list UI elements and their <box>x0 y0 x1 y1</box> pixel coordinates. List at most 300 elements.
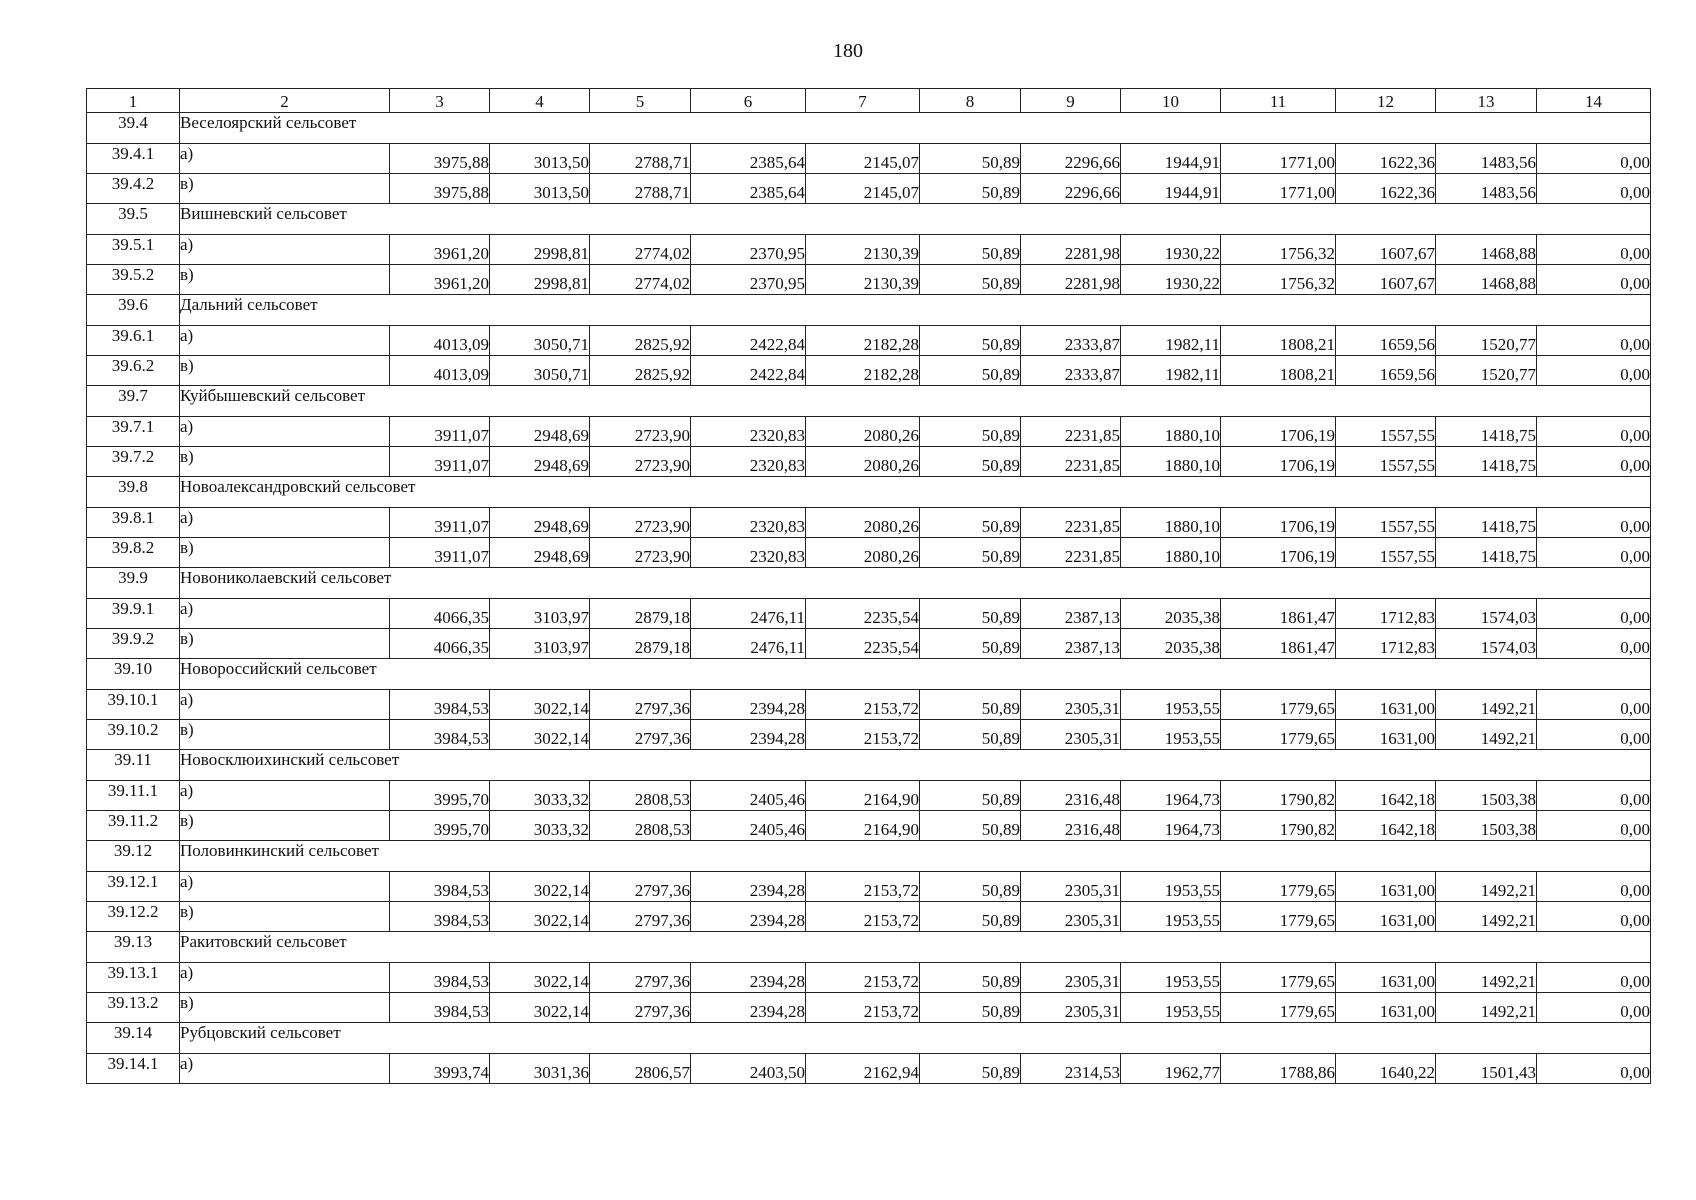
value-cell: 2394,28 <box>691 872 806 902</box>
settlement-name: Куйбышевский сельсовет <box>180 386 1651 417</box>
value-cell: 2333,87 <box>1021 326 1121 356</box>
value-cell: 2305,31 <box>1021 872 1121 902</box>
value-cell: 3961,20 <box>390 235 490 265</box>
table-row <box>87 235 1651 265</box>
value-cell: 50,89 <box>920 508 1021 538</box>
column-number-header: 8 <box>920 89 1021 113</box>
value-cell: 1779,65 <box>1221 993 1336 1023</box>
row-variant: а) <box>180 872 390 902</box>
value-cell: 4066,35 <box>390 629 490 659</box>
value-cell: 1557,55 <box>1336 538 1436 568</box>
value-cell: 2035,38 <box>1121 629 1221 659</box>
value-cell: 1631,00 <box>1336 720 1436 750</box>
value-cell: 2316,48 <box>1021 811 1121 841</box>
value-cell: 2403,50 <box>691 1054 806 1084</box>
value-cell: 1640,22 <box>1336 1054 1436 1084</box>
value-cell: 0,00 <box>1537 690 1651 720</box>
row-code: 39.11.1 <box>87 781 180 811</box>
value-cell: 3975,88 <box>390 144 490 174</box>
value-cell: 1944,91 <box>1121 174 1221 204</box>
value-cell: 4013,09 <box>390 326 490 356</box>
value-cell: 1503,38 <box>1436 781 1537 811</box>
value-cell: 1788,86 <box>1221 1054 1336 1084</box>
row-code: 39.12.2 <box>87 902 180 932</box>
value-cell: 2080,26 <box>806 508 920 538</box>
value-cell: 1503,38 <box>1436 811 1537 841</box>
value-cell: 1861,47 <box>1221 599 1336 629</box>
value-cell: 0,00 <box>1537 144 1651 174</box>
column-number-header: 10 <box>1121 89 1221 113</box>
value-cell: 50,89 <box>920 902 1021 932</box>
row-code: 39.9.1 <box>87 599 180 629</box>
value-cell: 0,00 <box>1537 993 1651 1023</box>
value-cell: 1631,00 <box>1336 902 1436 932</box>
value-cell: 1953,55 <box>1121 872 1221 902</box>
value-cell: 1659,56 <box>1336 326 1436 356</box>
value-cell: 2320,83 <box>691 538 806 568</box>
value-cell: 50,89 <box>920 417 1021 447</box>
column-number-header: 11 <box>1221 89 1336 113</box>
table-row <box>87 265 1651 295</box>
value-cell: 2405,46 <box>691 781 806 811</box>
value-cell: 0,00 <box>1537 235 1651 265</box>
column-number-header: 4 <box>490 89 590 113</box>
table-row <box>87 417 1651 447</box>
value-cell: 2723,90 <box>590 417 691 447</box>
row-variant: а) <box>180 508 390 538</box>
section-row <box>87 932 1651 963</box>
value-cell: 0,00 <box>1537 538 1651 568</box>
value-cell: 2394,28 <box>691 902 806 932</box>
row-code: 39.13.2 <box>87 993 180 1023</box>
settlement-name: Ракитовский сельсовет <box>180 932 1651 963</box>
value-cell: 50,89 <box>920 265 1021 295</box>
value-cell: 2080,26 <box>806 417 920 447</box>
value-cell: 3975,88 <box>390 174 490 204</box>
row-code: 39.4 <box>87 113 180 144</box>
value-cell: 0,00 <box>1537 447 1651 477</box>
row-variant: в) <box>180 629 390 659</box>
table-row <box>87 993 1651 1023</box>
value-cell: 1418,75 <box>1436 538 1537 568</box>
table-row <box>87 963 1651 993</box>
column-number-header: 2 <box>180 89 390 113</box>
settlement-name: Рубцовский сельсовет <box>180 1023 1651 1054</box>
value-cell: 2153,72 <box>806 690 920 720</box>
settlement-name: Дальний сельсовет <box>180 295 1651 326</box>
value-cell: 1631,00 <box>1336 872 1436 902</box>
table-row <box>87 508 1651 538</box>
row-code: 39.8.2 <box>87 538 180 568</box>
value-cell: 2305,31 <box>1021 993 1121 1023</box>
row-code: 39.9 <box>87 568 180 599</box>
section-row <box>87 386 1651 417</box>
value-cell: 2145,07 <box>806 174 920 204</box>
value-cell: 1712,83 <box>1336 599 1436 629</box>
column-number-header: 5 <box>590 89 691 113</box>
value-cell: 50,89 <box>920 781 1021 811</box>
value-cell: 2723,90 <box>590 538 691 568</box>
value-cell: 2788,71 <box>590 174 691 204</box>
row-variant: в) <box>180 174 390 204</box>
value-cell: 50,89 <box>920 356 1021 386</box>
value-cell: 2231,85 <box>1021 508 1121 538</box>
value-cell: 2797,36 <box>590 902 691 932</box>
value-cell: 2145,07 <box>806 144 920 174</box>
row-code: 39.11 <box>87 750 180 781</box>
value-cell: 50,89 <box>920 599 1021 629</box>
settlement-name: Новороссийский сельсовет <box>180 659 1651 690</box>
value-cell: 1631,00 <box>1336 690 1436 720</box>
value-cell: 1880,10 <box>1121 538 1221 568</box>
section-row <box>87 113 1651 144</box>
settlement-name: Вишневский сельсовет <box>180 204 1651 235</box>
row-variant: в) <box>180 811 390 841</box>
value-cell: 1418,75 <box>1436 417 1537 447</box>
table-row <box>87 720 1651 750</box>
value-cell: 3984,53 <box>390 963 490 993</box>
column-number-header: 3 <box>390 89 490 113</box>
value-cell: 2808,53 <box>590 811 691 841</box>
value-cell: 0,00 <box>1537 1054 1651 1084</box>
value-cell: 2235,54 <box>806 599 920 629</box>
value-cell: 3022,14 <box>490 720 590 750</box>
value-cell: 1574,03 <box>1436 629 1537 659</box>
value-cell: 1756,32 <box>1221 235 1336 265</box>
value-cell: 1607,67 <box>1336 265 1436 295</box>
column-number-header: 7 <box>806 89 920 113</box>
value-cell: 2825,92 <box>590 356 691 386</box>
value-cell: 2808,53 <box>590 781 691 811</box>
value-cell: 2182,28 <box>806 326 920 356</box>
value-cell: 2723,90 <box>590 447 691 477</box>
value-cell: 2153,72 <box>806 993 920 1023</box>
section-row <box>87 295 1651 326</box>
section-row <box>87 204 1651 235</box>
value-cell: 3984,53 <box>390 872 490 902</box>
value-cell: 1557,55 <box>1336 417 1436 447</box>
value-cell: 3022,14 <box>490 963 590 993</box>
value-cell: 0,00 <box>1537 326 1651 356</box>
value-cell: 2182,28 <box>806 356 920 386</box>
table-row <box>87 174 1651 204</box>
row-variant: в) <box>180 902 390 932</box>
section-row <box>87 477 1651 508</box>
table-row <box>87 872 1651 902</box>
value-cell: 2723,90 <box>590 508 691 538</box>
value-cell: 1622,36 <box>1336 174 1436 204</box>
section-row <box>87 750 1651 781</box>
value-cell: 50,89 <box>920 811 1021 841</box>
value-cell: 2320,83 <box>691 447 806 477</box>
value-cell: 1756,32 <box>1221 265 1336 295</box>
value-cell: 1880,10 <box>1121 417 1221 447</box>
table-row <box>87 781 1651 811</box>
row-code: 39.6.1 <box>87 326 180 356</box>
row-code: 39.8.1 <box>87 508 180 538</box>
row-code: 39.4.2 <box>87 174 180 204</box>
value-cell: 1483,56 <box>1436 144 1537 174</box>
value-cell: 1557,55 <box>1336 447 1436 477</box>
value-cell: 2153,72 <box>806 720 920 750</box>
value-cell: 3050,71 <box>490 326 590 356</box>
value-cell: 50,89 <box>920 690 1021 720</box>
value-cell: 2320,83 <box>691 417 806 447</box>
row-variant: а) <box>180 963 390 993</box>
page-number: 180 <box>833 40 863 62</box>
value-cell: 3911,07 <box>390 417 490 447</box>
value-cell: 1622,36 <box>1336 144 1436 174</box>
value-cell: 0,00 <box>1537 963 1651 993</box>
value-cell: 2162,94 <box>806 1054 920 1084</box>
value-cell: 1944,91 <box>1121 144 1221 174</box>
table-row <box>87 599 1651 629</box>
value-cell: 1779,65 <box>1221 720 1336 750</box>
row-code: 39.5 <box>87 204 180 235</box>
value-cell: 50,89 <box>920 538 1021 568</box>
row-code: 39.7.2 <box>87 447 180 477</box>
value-cell: 1483,56 <box>1436 174 1537 204</box>
value-cell: 1771,00 <box>1221 174 1336 204</box>
value-cell: 1706,19 <box>1221 538 1336 568</box>
value-cell: 2797,36 <box>590 963 691 993</box>
table-row <box>87 690 1651 720</box>
settlement-name: Новоалександровский сельсовет <box>180 477 1651 508</box>
value-cell: 2879,18 <box>590 629 691 659</box>
settlement-name: Новониколаевский сельсовет <box>180 568 1651 599</box>
row-variant: в) <box>180 720 390 750</box>
value-cell: 1501,43 <box>1436 1054 1537 1084</box>
row-variant: а) <box>180 235 390 265</box>
value-cell: 3033,32 <box>490 781 590 811</box>
row-code: 39.4.1 <box>87 144 180 174</box>
value-cell: 2320,83 <box>691 508 806 538</box>
value-cell: 1964,73 <box>1121 781 1221 811</box>
value-cell: 3022,14 <box>490 993 590 1023</box>
tariff-table <box>86 88 1651 1084</box>
value-cell: 1659,56 <box>1336 356 1436 386</box>
value-cell: 1962,77 <box>1121 1054 1221 1084</box>
section-row <box>87 659 1651 690</box>
value-cell: 2370,95 <box>691 235 806 265</box>
value-cell: 1492,21 <box>1436 690 1537 720</box>
value-cell: 1779,65 <box>1221 872 1336 902</box>
row-code: 39.6 <box>87 295 180 326</box>
value-cell: 3103,97 <box>490 629 590 659</box>
value-cell: 1520,77 <box>1436 326 1537 356</box>
row-variant: а) <box>180 326 390 356</box>
column-number-header: 14 <box>1537 89 1651 113</box>
value-cell: 3984,53 <box>390 993 490 1023</box>
column-number-header: 13 <box>1436 89 1537 113</box>
row-code: 39.9.2 <box>87 629 180 659</box>
value-cell: 1953,55 <box>1121 902 1221 932</box>
value-cell: 0,00 <box>1537 781 1651 811</box>
row-variant: в) <box>180 993 390 1023</box>
value-cell: 3013,50 <box>490 174 590 204</box>
row-code: 39.7 <box>87 386 180 417</box>
value-cell: 2385,64 <box>691 144 806 174</box>
value-cell: 50,89 <box>920 872 1021 902</box>
value-cell: 3911,07 <box>390 447 490 477</box>
value-cell: 3995,70 <box>390 811 490 841</box>
value-cell: 50,89 <box>920 963 1021 993</box>
value-cell: 2231,85 <box>1021 538 1121 568</box>
row-code: 39.10.1 <box>87 690 180 720</box>
value-cell: 1468,88 <box>1436 235 1537 265</box>
row-code: 39.5.1 <box>87 235 180 265</box>
value-cell: 1779,65 <box>1221 963 1336 993</box>
value-cell: 2797,36 <box>590 720 691 750</box>
row-variant: а) <box>180 1054 390 1084</box>
row-code: 39.8 <box>87 477 180 508</box>
value-cell: 0,00 <box>1537 599 1651 629</box>
value-cell: 2825,92 <box>590 326 691 356</box>
value-cell: 2153,72 <box>806 963 920 993</box>
value-cell: 2370,95 <box>691 265 806 295</box>
value-cell: 2305,31 <box>1021 902 1121 932</box>
value-cell: 2394,28 <box>691 720 806 750</box>
value-cell: 2948,69 <box>490 447 590 477</box>
value-cell: 1642,18 <box>1336 781 1436 811</box>
value-cell: 3995,70 <box>390 781 490 811</box>
value-cell: 50,89 <box>920 1054 1021 1084</box>
value-cell: 1808,21 <box>1221 326 1336 356</box>
value-cell: 3984,53 <box>390 720 490 750</box>
value-cell: 2281,98 <box>1021 265 1121 295</box>
value-cell: 2231,85 <box>1021 447 1121 477</box>
value-cell: 0,00 <box>1537 174 1651 204</box>
value-cell: 50,89 <box>920 326 1021 356</box>
value-cell: 1982,11 <box>1121 356 1221 386</box>
value-cell: 0,00 <box>1537 902 1651 932</box>
value-cell: 2333,87 <box>1021 356 1121 386</box>
table-row <box>87 538 1651 568</box>
row-variant: в) <box>180 356 390 386</box>
value-cell: 2774,02 <box>590 265 691 295</box>
value-cell: 2476,11 <box>691 599 806 629</box>
value-cell: 2394,28 <box>691 993 806 1023</box>
value-cell: 3103,97 <box>490 599 590 629</box>
row-code: 39.14 <box>87 1023 180 1054</box>
table-row <box>87 902 1651 932</box>
value-cell: 1492,21 <box>1436 963 1537 993</box>
value-cell: 1930,22 <box>1121 235 1221 265</box>
value-cell: 50,89 <box>920 447 1021 477</box>
value-cell: 3022,14 <box>490 690 590 720</box>
value-cell: 1418,75 <box>1436 508 1537 538</box>
table-row <box>87 144 1651 174</box>
value-cell: 1492,21 <box>1436 902 1537 932</box>
value-cell: 1930,22 <box>1121 265 1221 295</box>
value-cell: 2797,36 <box>590 872 691 902</box>
value-cell: 50,89 <box>920 144 1021 174</box>
value-cell: 3911,07 <box>390 508 490 538</box>
column-number-header: 6 <box>691 89 806 113</box>
value-cell: 3050,71 <box>490 356 590 386</box>
value-cell: 1779,65 <box>1221 690 1336 720</box>
row-code: 39.13.1 <box>87 963 180 993</box>
value-cell: 3022,14 <box>490 902 590 932</box>
table-row <box>87 447 1651 477</box>
value-cell: 1520,77 <box>1436 356 1537 386</box>
value-cell: 1557,55 <box>1336 508 1436 538</box>
table-row <box>87 326 1651 356</box>
settlement-name: Половинкинский сельсовет <box>180 841 1651 872</box>
value-cell: 2305,31 <box>1021 690 1121 720</box>
value-cell: 0,00 <box>1537 811 1651 841</box>
value-cell: 2305,31 <box>1021 963 1121 993</box>
value-cell: 2948,69 <box>490 417 590 447</box>
value-cell: 2130,39 <box>806 265 920 295</box>
value-cell: 3031,36 <box>490 1054 590 1084</box>
value-cell: 2948,69 <box>490 508 590 538</box>
row-code: 39.10.2 <box>87 720 180 750</box>
value-cell: 1706,19 <box>1221 417 1336 447</box>
section-row <box>87 568 1651 599</box>
value-cell: 2998,81 <box>490 265 590 295</box>
value-cell: 0,00 <box>1537 265 1651 295</box>
row-code: 39.12.1 <box>87 872 180 902</box>
value-cell: 3993,74 <box>390 1054 490 1084</box>
value-cell: 1964,73 <box>1121 811 1221 841</box>
settlement-name: Новосклюихинский сельсовет <box>180 750 1651 781</box>
value-cell: 2235,54 <box>806 629 920 659</box>
value-cell: 3961,20 <box>390 265 490 295</box>
table-row <box>87 811 1651 841</box>
value-cell: 1574,03 <box>1436 599 1537 629</box>
value-cell: 1953,55 <box>1121 993 1221 1023</box>
value-cell: 1982,11 <box>1121 326 1221 356</box>
value-cell: 2476,11 <box>691 629 806 659</box>
value-cell: 2806,57 <box>590 1054 691 1084</box>
value-cell: 1468,88 <box>1436 265 1537 295</box>
value-cell: 4066,35 <box>390 599 490 629</box>
value-cell: 2164,90 <box>806 811 920 841</box>
value-cell: 2797,36 <box>590 993 691 1023</box>
value-cell: 1706,19 <box>1221 508 1336 538</box>
value-cell: 2080,26 <box>806 447 920 477</box>
value-cell: 2879,18 <box>590 599 691 629</box>
value-cell: 2080,26 <box>806 538 920 568</box>
value-cell: 2998,81 <box>490 235 590 265</box>
value-cell: 2153,72 <box>806 902 920 932</box>
value-cell: 1880,10 <box>1121 508 1221 538</box>
value-cell: 2774,02 <box>590 235 691 265</box>
row-variant: в) <box>180 538 390 568</box>
value-cell: 1953,55 <box>1121 690 1221 720</box>
column-number-header: 12 <box>1336 89 1436 113</box>
value-cell: 50,89 <box>920 174 1021 204</box>
value-cell: 2164,90 <box>806 781 920 811</box>
value-cell: 1706,19 <box>1221 447 1336 477</box>
row-code: 39.10 <box>87 659 180 690</box>
value-cell: 3013,50 <box>490 144 590 174</box>
row-variant: в) <box>180 265 390 295</box>
value-cell: 1953,55 <box>1121 963 1221 993</box>
section-row <box>87 1023 1651 1054</box>
value-cell: 2314,53 <box>1021 1054 1121 1084</box>
value-cell: 2385,64 <box>691 174 806 204</box>
row-code: 39.5.2 <box>87 265 180 295</box>
value-cell: 1492,21 <box>1436 872 1537 902</box>
value-cell: 1492,21 <box>1436 993 1537 1023</box>
row-code: 39.6.2 <box>87 356 180 386</box>
row-code: 39.11.2 <box>87 811 180 841</box>
value-cell: 1631,00 <box>1336 993 1436 1023</box>
value-cell: 1492,21 <box>1436 720 1537 750</box>
value-cell: 0,00 <box>1537 629 1651 659</box>
